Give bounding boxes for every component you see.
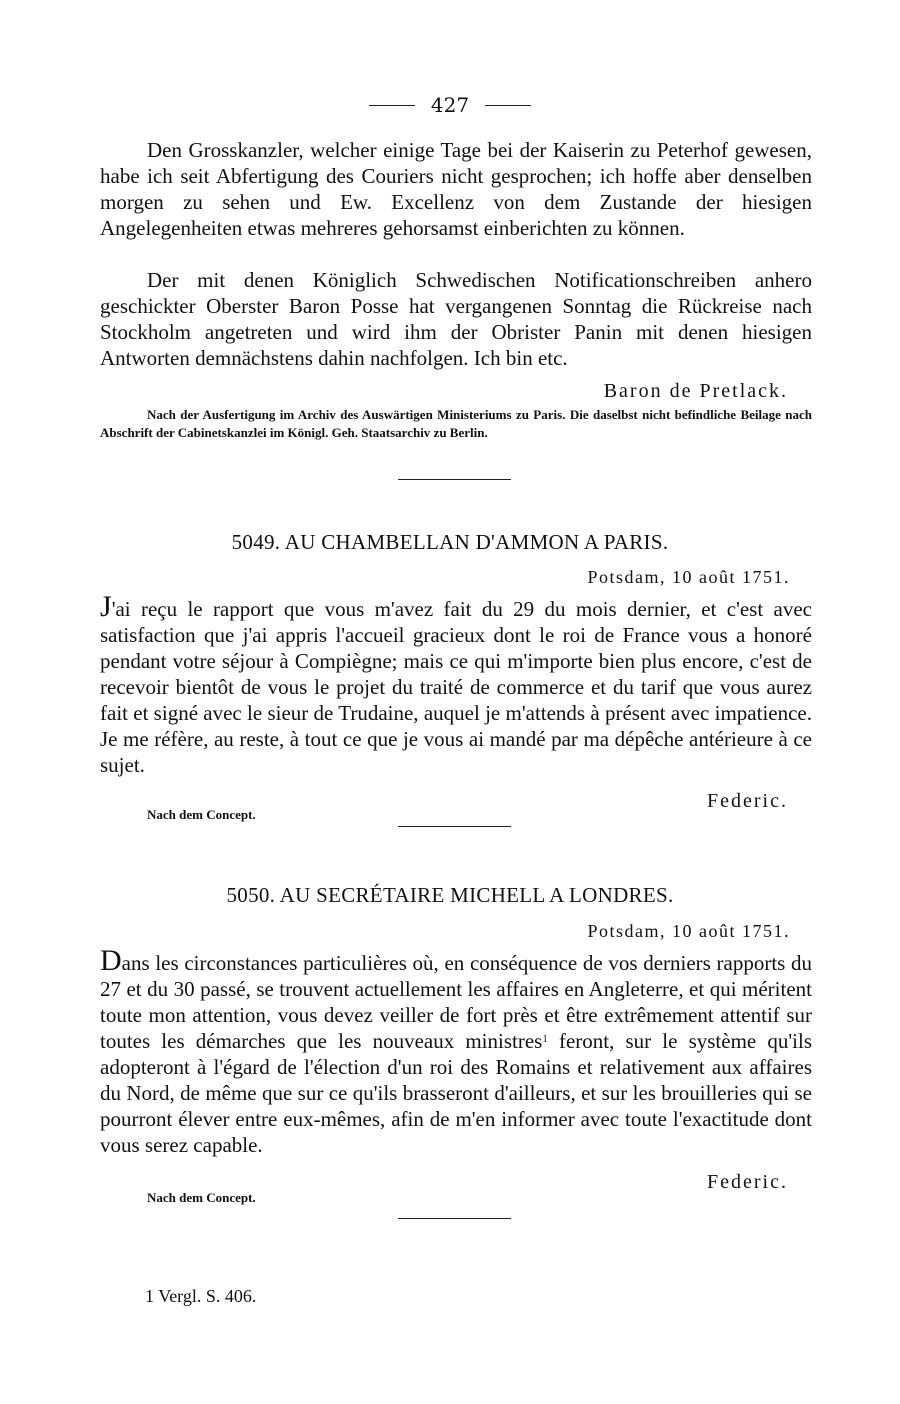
section-divider-3 <box>398 1218 511 1219</box>
letter-5050-body-text-2: feront, sur le système qu'ils adopteront à l'égard de l'élection d'un roi des Romains et relativement aux affaires du Nord, de même que sur ce qu'ils brasseront d'ailleurs, et sur les brouilleries qui se pourront élever entre eux-mêmes, afin de m'en informer avec toute l'exactitude dont vous serez capable. <box>100 1029 812 1157</box>
letter-5050-signature: Federic. <box>707 1171 788 1193</box>
letter-5049-heading: 5049. AU CHAMBELLAN D'AMMON A PARIS. <box>231 530 669 554</box>
letter-5050-initial: D <box>100 944 122 977</box>
letter-5049-source-note: Nach dem Concept. <box>147 807 256 822</box>
page-number-row <box>0 88 900 122</box>
letter-5049-initial: J <box>100 590 112 623</box>
footnote <box>145 1286 256 1307</box>
letter-5050-heading: 5050. AU SECRÉTAIRE MICHELL A LONDRES. <box>226 883 674 907</box>
letter-5048-source-note: Nach der Ausfertigung im Archiv des Auswärtigen Ministeriums zu Paris. Die daselbst nicht befindliche Beilage nach Abschrift der Cabinetskanzlei im Königl. Geh. Staatsarchiv zu Berlin. <box>100 407 812 440</box>
letter-5050-body-text-1: ans les circonstances particulières où, en conséquence de vos derniers rapports du 27 et du 30 passé, se trouvent actuellement les affaires en Angleterre, et qui méritent toute mon attention, vous devez veiller de fort près et être extrêmement attentif sur toutes les démarches que les nouveaux ministres <box>100 951 812 1053</box>
letter-5049-body-text: 'ai reçu le rapport que vous m'avez fait du 29 du mois dernier, et c'est avec satisfaction que j'ai appris l'accueil gracieux dont le roi de France vous a honoré pendant votre séjour à Compiègne; mais ce qui m'importe bien plus encore, c'est de recevoir bientôt de vous le projet du traité de commerce et du tarif que vous aurez fait et signé avec le sieur de Trudaine, auquel je m'attends à présent avec impatience. Je me réfère, au reste, à tout ce que je vous ai mandé par ma dépêche antérieure à ce sujet. <box>100 597 812 777</box>
page-number-dash-left <box>369 105 415 106</box>
footnote-reference-marker[interactable]: 1 <box>542 1033 548 1045</box>
letter-5048-signature: Baron de Pretlack. <box>603 380 788 402</box>
letter-5050-source-note: Nach dem Concept. <box>147 1190 256 1205</box>
letter-5048-paragraph-2: Der mit denen Königlich Schwedischen Notificationschreiben anhero geschickter Oberster Baron Posse hat vergangenen Sonntag die Rückreise nach Stockholm angetreten und wird ihm der Obrister Panin mit denen hiesigen Antworten demnächstens dahin nachfolgen. Ich bin etc. <box>100 268 812 370</box>
section-divider-1 <box>398 479 511 480</box>
letter-5049-signature: Federic. <box>707 790 788 812</box>
footnote-marker: 1 <box>145 1286 154 1306</box>
footnote-text: Vergl. S. 406. <box>158 1286 257 1306</box>
page-number: 427 <box>430 93 470 117</box>
letter-5050-body <box>100 944 812 1158</box>
letter-5048-paragraph-1: Den Grosskanzler, welcher einige Tage bei der Kaiserin zu Peterhof gewesen, habe ich seit Abfertigung des Couriers nicht gesprochen; ich hoffe aber denselben morgen zu sehen und Ew. Excellenz von dem Zustande der hiesigen Angelegenheiten etwas mehreres gehorsamst einberichten zu können. <box>100 138 812 240</box>
page-number-dash-right <box>485 105 531 106</box>
letter-5049-dateline: Potsdam, 10 août 1751. <box>587 567 790 587</box>
letter-5050-dateline: Potsdam, 10 août 1751. <box>587 921 790 941</box>
section-divider-2 <box>398 826 511 827</box>
letter-5049-body <box>100 590 812 778</box>
